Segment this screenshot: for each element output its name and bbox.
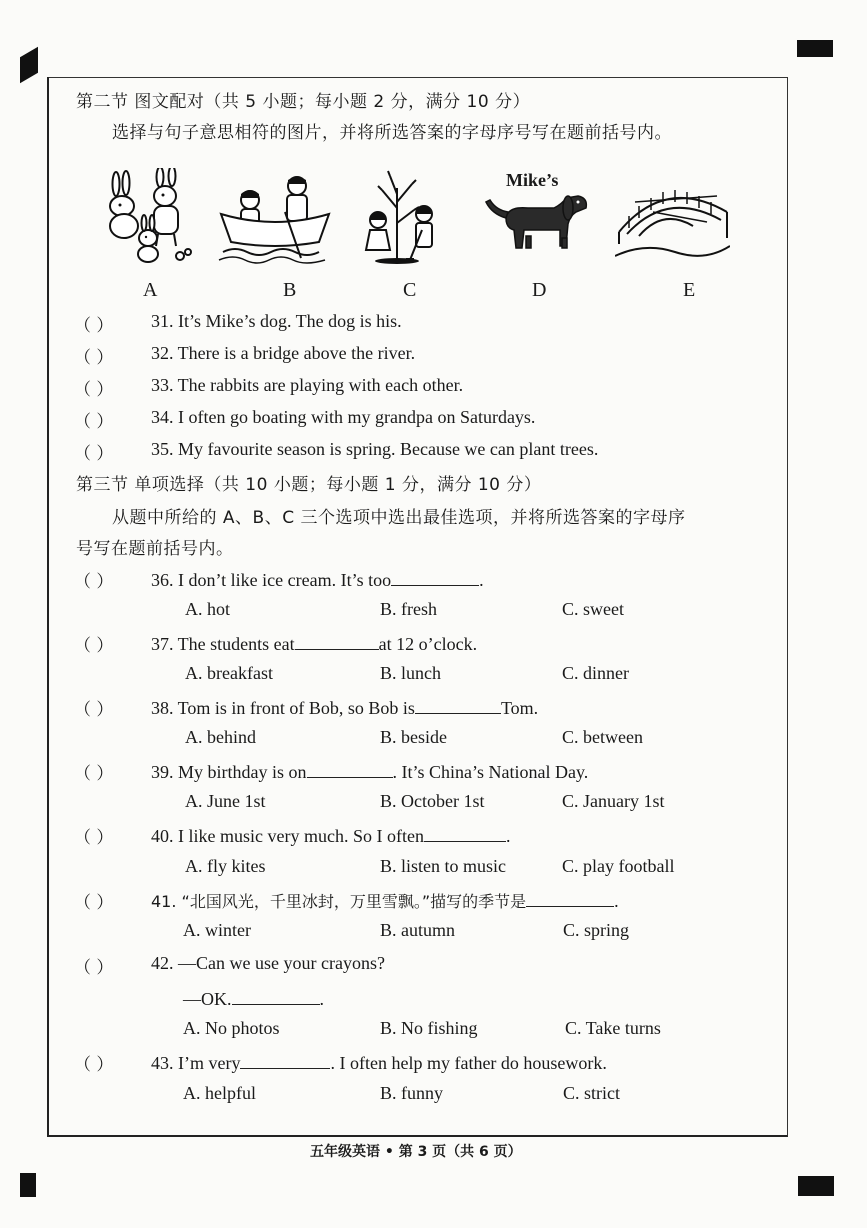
boat-icon — [215, 172, 335, 266]
question-text-line2: —OK. — [183, 989, 232, 1009]
answer-bracket[interactable]: （ ） — [74, 636, 114, 656]
question-text-end: . — [614, 891, 619, 911]
question-text-end: . — [479, 570, 484, 590]
fill-blank[interactable] — [526, 888, 614, 907]
answer-bracket[interactable]: （ ） — [74, 1055, 114, 1075]
fill-blank[interactable] — [232, 986, 320, 1005]
question-text: 38. Tom is in front of Bob, so Bob is — [151, 698, 415, 718]
section3-instruction-line2: 号写在题前括号内。 — [76, 539, 234, 559]
question-stem — [151, 567, 484, 591]
question-text-end: . It’s China’s National Day. — [392, 762, 589, 782]
fill-blank[interactable] — [424, 823, 506, 842]
option-a[interactable]: A. helpful — [183, 1083, 256, 1103]
option-a[interactable]: A. behind — [185, 727, 256, 747]
answer-bracket[interactable]: （ ） — [74, 380, 114, 400]
page-footer: 五年级英语 • 第 3 页（共 6 页） — [310, 1144, 522, 1160]
registration-mark-top-right — [797, 40, 833, 57]
option-b[interactable]: B. October 1st — [380, 791, 485, 811]
question-stem-line2 — [183, 986, 324, 1010]
registration-mark-bottom-right — [798, 1176, 834, 1196]
question-text-end: . — [505, 826, 511, 846]
picture-c — [352, 168, 447, 266]
option-c[interactable]: C. dinner — [562, 663, 629, 683]
option-c[interactable]: C. spring — [563, 920, 630, 940]
option-a[interactable]: A. No photos — [183, 1018, 280, 1038]
option-b[interactable]: B. listen to music — [380, 856, 506, 876]
answer-bracket[interactable]: （ ） — [74, 700, 114, 720]
question-text-end: Tom. — [500, 698, 539, 718]
question-text: 35. My favourite season is spring. Because we can plant trees. — [151, 439, 599, 459]
picture-a-label: A — [143, 279, 158, 301]
question-text-end: at 12 o’clock. — [378, 634, 478, 654]
picture-b-label: B — [283, 279, 297, 301]
answer-bracket[interactable]: （ ） — [74, 958, 114, 978]
answer-bracket[interactable]: （ ） — [74, 444, 114, 464]
picture-a — [100, 168, 195, 266]
question-text: 41. “北国风光，千里冰封，万里雪飘。”描写的季节是 — [151, 892, 527, 911]
rabbits-icon — [100, 168, 195, 266]
option-a[interactable]: A. June 1st — [185, 791, 266, 811]
picture-d-label: D — [532, 279, 547, 301]
option-c[interactable]: C. sweet — [562, 599, 624, 619]
option-b[interactable]: B. beside — [380, 727, 447, 747]
question-stem — [151, 823, 510, 847]
picture-b — [215, 172, 335, 266]
answer-bracket[interactable]: （ ） — [74, 893, 114, 913]
option-a[interactable]: A. winter — [183, 920, 251, 940]
option-b[interactable]: B. No fishing — [380, 1018, 478, 1038]
answer-bracket[interactable]: （ ） — [74, 764, 114, 784]
question-stem — [151, 695, 538, 719]
picture-c-label: C — [403, 279, 417, 301]
option-c[interactable]: C. January 1st — [562, 791, 665, 811]
section2-instruction: 选择与句子意思相符的图片，并将所选答案的字母序号写在题前括号内。 — [112, 123, 672, 143]
answer-bracket[interactable]: （ ） — [74, 572, 114, 592]
picture-e — [615, 172, 730, 266]
question-text: 37. The students eat — [151, 634, 295, 654]
option-c[interactable]: C. Take turns — [565, 1018, 661, 1038]
question-stem — [151, 888, 619, 912]
question-text: 31. It’s Mike’s dog. The dog is his. — [151, 311, 402, 331]
registration-mark-top-left — [20, 47, 38, 83]
picture-e-label: E — [683, 279, 696, 301]
question-text: 42. —Can we use your crayons? — [151, 953, 385, 973]
option-a[interactable]: A. hot — [185, 599, 230, 619]
registration-mark-bottom-left — [20, 1173, 36, 1197]
dog-icon — [478, 168, 593, 266]
picture-d-caption: Mike’s — [506, 170, 559, 190]
question-stem — [151, 631, 477, 655]
question-text-end: . I often help my father do housework. — [330, 1053, 607, 1073]
section3-instruction-line1: 从题中所给的 A、B、C 三个选项中选出最佳选项，并将所选答案的字母序 — [112, 508, 686, 528]
option-a[interactable]: A. fly kites — [185, 856, 266, 876]
question-text: 40. I like music very much. So I often — [151, 826, 424, 846]
fill-blank[interactable] — [391, 567, 479, 586]
bridge-icon — [615, 172, 730, 266]
fill-blank[interactable] — [240, 1050, 330, 1069]
option-c[interactable]: C. play football — [562, 856, 675, 876]
question-text: 43. I’m very — [151, 1053, 241, 1073]
fill-blank[interactable] — [295, 631, 379, 650]
picture-d — [478, 168, 593, 266]
question-stem — [151, 1050, 607, 1074]
question-text: 33. The rabbits are playing with each other. — [151, 375, 464, 395]
section3-heading: 第三节 单项选择（共 10 小题；每小题 1 分，满分 10 分） — [76, 475, 542, 495]
question-text: 39. My birthday is on — [151, 762, 307, 782]
question-stem — [151, 759, 588, 783]
option-b[interactable]: B. lunch — [380, 663, 441, 683]
option-b[interactable]: B. funny — [380, 1083, 443, 1103]
planting-tree-icon — [352, 168, 447, 266]
answer-bracket[interactable]: （ ） — [74, 412, 114, 432]
question-text: 36. I don’t like ice cream. It’s too — [151, 570, 392, 590]
question-text: 34. I often go boating with my grandpa on Saturdays. — [151, 407, 536, 427]
option-b[interactable]: B. fresh — [380, 599, 437, 619]
option-b[interactable]: B. autumn — [380, 920, 455, 940]
question-text-end: . — [319, 989, 324, 1009]
option-c[interactable]: C. strict — [563, 1083, 620, 1103]
fill-blank[interactable] — [415, 695, 501, 714]
question-text: 32. There is a bridge above the river. — [151, 343, 416, 363]
option-c[interactable]: C. between — [562, 727, 643, 747]
option-a[interactable]: A. breakfast — [185, 663, 273, 683]
fill-blank[interactable] — [307, 759, 393, 778]
answer-bracket[interactable]: （ ） — [74, 348, 114, 368]
section2-heading: 第二节 图文配对（共 5 小题；每小题 2 分，满分 10 分） — [76, 92, 531, 112]
answer-bracket[interactable]: （ ） — [74, 828, 114, 848]
answer-bracket[interactable]: （ ） — [74, 316, 114, 336]
